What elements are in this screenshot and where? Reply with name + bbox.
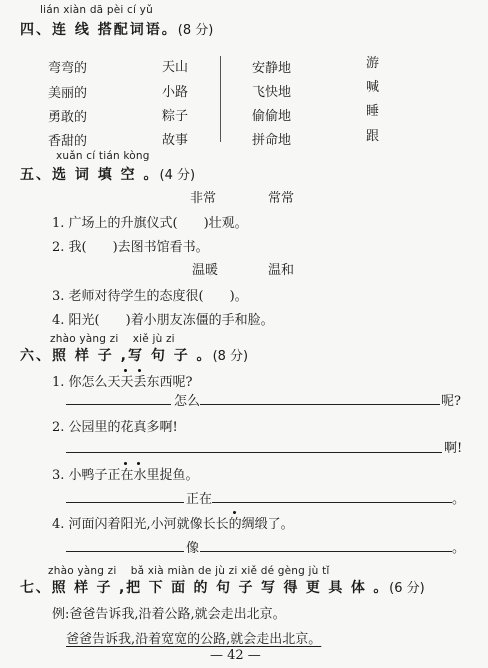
s6-ending: 。 — [452, 492, 466, 507]
s4-col2-item: 天山 — [162, 60, 189, 75]
section5-pinyin: xuǎn cí tián kòng — [56, 150, 150, 162]
s4-col1-item: 弯弯的 — [48, 61, 88, 76]
s4-col3-item: 飞快地 — [252, 85, 292, 100]
s4-col4-item: 喊 — [366, 80, 380, 95]
emphasis-dot — [137, 462, 140, 465]
column-divider — [220, 56, 221, 142]
s6-keyword: 正在 — [186, 492, 213, 507]
s4-col2-item: 故事 — [162, 133, 189, 148]
s4-col4-item: 跟 — [366, 129, 380, 144]
section6-heading — [20, 345, 248, 365]
s4-col2-item: 小路 — [162, 85, 189, 100]
s4-col2-item: 粽子 — [162, 109, 189, 124]
emphasis-dot — [233, 511, 236, 514]
word-choice: 非常 — [190, 191, 217, 206]
s4-col3-item: 安静地 — [252, 61, 292, 76]
section6-points: (8 分) — [212, 349, 249, 364]
s4-col1-item: 勇敢的 — [48, 110, 88, 125]
section7-points: (6 分) — [389, 581, 425, 596]
s6-ending: 呢? — [441, 394, 461, 409]
s6-question: 3. 小鸭子正在水里捉鱼。 — [52, 468, 199, 483]
section5-heading — [20, 164, 195, 184]
s4-col3-item: 偷偷地 — [252, 109, 292, 124]
answer-blank[interactable] — [66, 452, 442, 453]
section6-pinyin: zhào yàng zi xiě jù zi — [50, 333, 175, 345]
word-choice: 常常 — [268, 191, 295, 206]
emphasis-dot — [124, 369, 127, 372]
section5-points: (4 分) — [159, 168, 196, 183]
answer-blank[interactable] — [66, 404, 171, 405]
section7-heading — [20, 577, 425, 597]
s5-question: 2. 我( )去图书馆看书。 — [52, 240, 209, 255]
s5-question: 1. 广场上的升旗仪式( )壮观。 — [52, 216, 248, 231]
s5-question: 3. 老师对待学生的态度很( )。 — [52, 289, 248, 304]
s4-col4-item: 游 — [366, 56, 380, 71]
section7-title: 七、照 样 子 ,把 下 面 的 句 子 写 得 更 具 体 。 — [20, 580, 390, 596]
word-choice: 温暖 — [192, 263, 219, 278]
word-choice: 温和 — [268, 263, 295, 278]
section7-pinyin: zhào yàng zi bǎ xià miàn de jù zi xiě dé gèng jù tǐ — [48, 565, 330, 577]
s6-ending: 。 — [452, 541, 466, 556]
section4-pinyin: lián xiàn dā pèi cí yǔ — [40, 4, 153, 16]
s6-ending: 啊! — [444, 441, 463, 456]
s4-col1-item: 美丽的 — [48, 86, 88, 101]
s7-example: 例:爸爸告诉我,沿着公路,就会走出北京。 — [52, 607, 286, 622]
section5-title: 五、选 词 填 空 。 — [20, 167, 160, 183]
s6-question: 1. 你怎么天天丢东西呢? — [52, 375, 193, 390]
s6-keyword: 像 — [186, 541, 200, 556]
answer-blank[interactable] — [66, 502, 184, 503]
s4-col4-item: 睡 — [366, 104, 380, 119]
s6-keyword: 怎么 — [174, 394, 201, 409]
answer-blank[interactable] — [66, 551, 184, 552]
section4-points: (8 分) — [177, 23, 214, 38]
s4-col1-item: 香甜的 — [48, 134, 88, 149]
answer-blank[interactable] — [200, 404, 440, 405]
section6-title: 六、照 样 子 ,写 句 子 。 — [20, 348, 213, 364]
s6-question: 4. 河面闪着阳光,小河就像长长的绸缎了。 — [52, 517, 294, 532]
answer-blank[interactable] — [200, 551, 452, 552]
s4-col3-item: 拼命地 — [252, 133, 292, 148]
answer-blank[interactable] — [212, 502, 452, 503]
section4-title: 四、连 线 搭配词语。 — [20, 22, 178, 38]
s7-example-answer: 爸爸告诉我,沿着宽宽的公路,就会走出北京。 — [66, 632, 322, 647]
emphasis-dot — [138, 369, 141, 372]
emphasis-dot — [124, 462, 127, 465]
s6-question: 2. 公园里的花真多啊! — [52, 420, 178, 435]
section4-heading — [20, 19, 213, 39]
s5-question: 4. 阳光( )着小朋友冻僵的手和脸。 — [52, 313, 274, 328]
page-number: — 42 — — [210, 648, 261, 663]
